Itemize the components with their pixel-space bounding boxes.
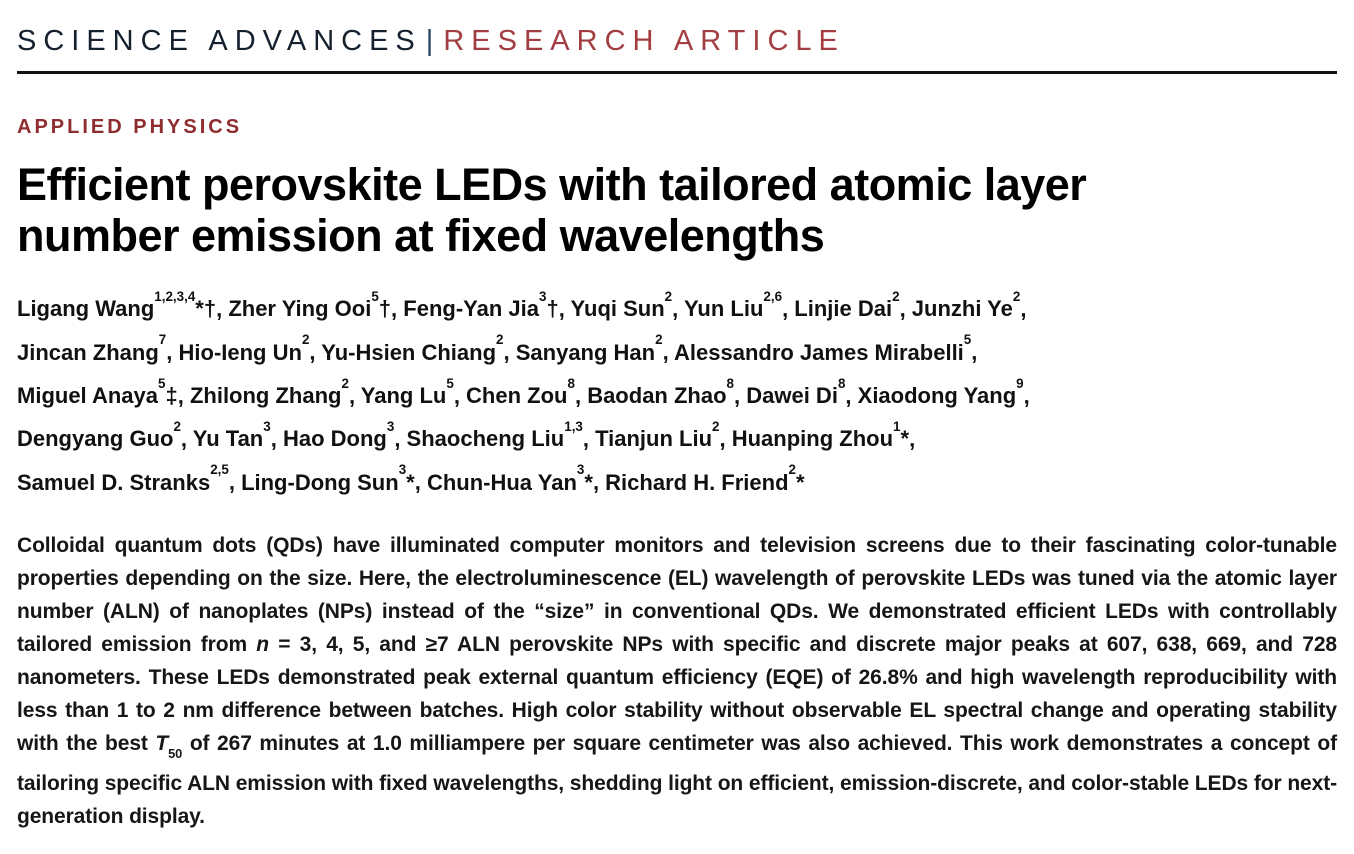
author: Yang Lu$^5$ [360, 375, 454, 408]
author: Dengyang Guo$^2$ [17, 419, 181, 452]
author: Shaocheng Liu$^{1,3}$ [406, 419, 583, 452]
author: Tianjun Liu$^2$ [595, 419, 720, 452]
author: Dawei Di$^8$ [746, 375, 846, 408]
abstract-segment: = 3, 4, 5, and ≥7 ALN perovskite NPs with specific and discrete major peaks at 607, 638, 669, and 728 nanometers. These LEDs demonstrated peak external quantum efficiency (EQE) of 26.8% and high wavelength reproducibility with less than 1 to 2 nm difference between batches. High color stability without observable EL spectral change and operating stability with the best [17, 632, 1337, 755]
author: Chen Zou$^8$ [466, 375, 575, 408]
author: Chun-Hua Yan$^3$* [426, 462, 593, 495]
author: Hio-Ieng Un$^2$ [178, 332, 310, 365]
article-title-line-1: Efficient perovskite LEDs with tailored atomic layer [17, 159, 1087, 210]
author-line: Jincan Zhang$^7$, Hio-Ieng Un$^2$, Yu-Hsien Chiang$^2$, Sanyang Han$^2$, Alessandro James Mirabelli$^5$, [17, 332, 978, 365]
author: Samuel D. Stranks$^{2,5}$ [17, 462, 229, 495]
author: Ligang Wang$^{1,2,3,4}$*† [17, 289, 217, 322]
author: Miguel Anaya$^5$‡ [17, 375, 178, 408]
author-list [17, 285, 1337, 502]
author: Ling-Dong Sun$^3$* [241, 462, 415, 495]
author: Xiaodong Yang$^9$ [857, 375, 1024, 408]
author: Yu-Hsien Chiang$^2$ [321, 332, 504, 365]
abstract-segment: T [155, 731, 169, 755]
abstract-segment: 50 [168, 746, 183, 762]
author: Zhilong Zhang$^2$ [189, 375, 349, 408]
author: Alessandro James Mirabelli$^5$ [674, 332, 972, 365]
author-line: Ligang Wang$^{1,2,3,4}$*†, Zher Ying Ooi$^5$†, Feng-Yan Jia$^3$†, Yuqi Sun$^2$, Yun Liu$^{2,6}$, Linjie Dai$^2$, Junzhi Ye$^2$, [17, 289, 1027, 322]
author: Yun Liu$^{2,6}$ [683, 289, 783, 322]
journal-masthead [17, 12, 1337, 67]
masthead-divider-rule [17, 71, 1337, 74]
author: Yu Tan$^3$ [192, 419, 271, 452]
author-line: Miguel Anaya$^5$‡, Zhilong Zhang$^2$, Yang Lu$^5$, Chen Zou$^8$, Baodan Zhao$^8$, Dawei Di$^8$, Xiaodong Yang$^9$, [17, 375, 1030, 408]
author: Richard H. Friend$^2$* [605, 462, 805, 495]
abstract-segment: Colloidal quantum dots (QDs) have illuminated computer monitors and television screens due to their fascinating color-tunable properties depending on the size. Here, the electroluminescence (EL) wavelength of perovskite LEDs was tuned via the atomic layer number (ALN) of nanoplates (NPs) instead of the “size” in conventional QDs. We demonstrated efficient LEDs with controllably tailored emission from [17, 533, 1337, 656]
author: Huanping Zhou$^1$* [731, 419, 910, 452]
author: Baodan Zhao$^8$ [587, 375, 734, 408]
abstract-paragraph [17, 529, 1337, 833]
author: Linjie Dai$^2$ [794, 289, 900, 322]
abstract-segment: n [256, 632, 269, 656]
journal-name: SCIENCE ADVANCES [17, 25, 422, 57]
author-line: Dengyang Guo$^2$, Yu Tan$^3$, Hao Dong$^3$, Shaocheng Liu$^{1,3}$, Tianjun Liu$^2$, Huanping Zhou$^1$*, [17, 419, 916, 452]
section-label: APPLIED PHYSICS [17, 116, 243, 138]
author: Yuqi Sun$^2$ [570, 289, 673, 322]
author: Junzhi Ye$^2$ [911, 289, 1021, 322]
author: Jincan Zhang$^7$ [17, 332, 167, 365]
author: Feng-Yan Jia$^3$† [403, 289, 559, 322]
author: Hao Dong$^3$ [282, 419, 395, 452]
author: Sanyang Han$^2$ [515, 332, 663, 365]
abstract-segment: of 267 minutes at 1.0 milliampere per square centimeter was also achieved. This work demonstrates a concept of tailoring specific ALN emission with fixed wavelengths, shedding light on efficient, emission-discrete, and color-stable LEDs for next-generation display. [17, 731, 1337, 828]
masthead-separator: | [425, 25, 434, 57]
article-type-label: RESEARCH ARTICLE [443, 25, 845, 57]
author-line: Samuel D. Stranks$^{2,5}$, Ling-Dong Sun$^3$*, Chun-Hua Yan$^3$*, Richard H. Friend$^2$* [17, 462, 805, 495]
author: Zher Ying Ooi$^5$† [228, 289, 392, 322]
article-title-line-2: number emission at fixed wavelengths [17, 210, 825, 261]
article-title [17, 159, 1337, 261]
